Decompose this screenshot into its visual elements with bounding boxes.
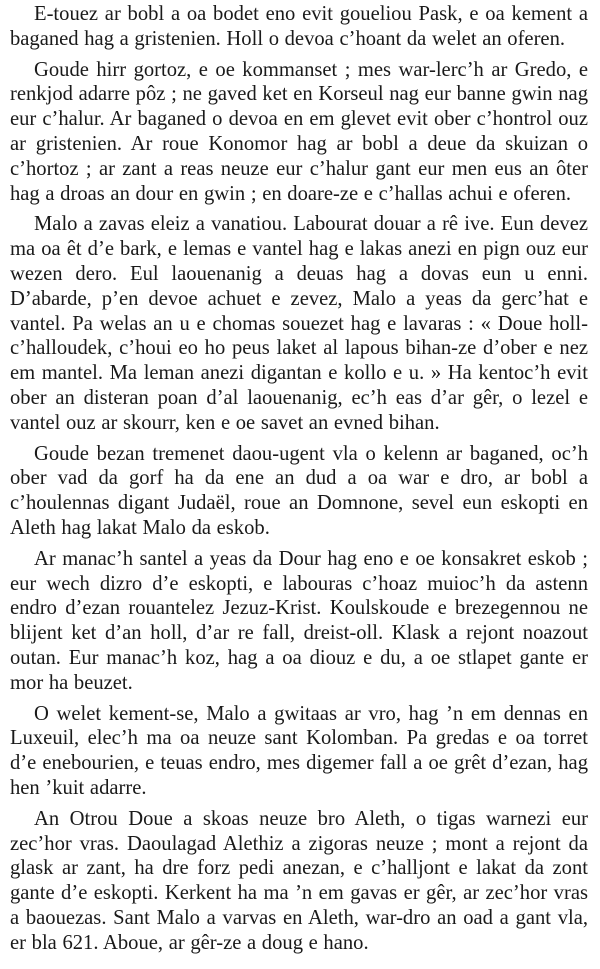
paragraph-4: Goude bezan tremenet daou-ugent vla o kelenn ar baganed, oc’h ober vad da gorf ha da ene an dud a oa war e dro, ar bobl a c’houlennas digant Judaël, roue an Domnone, sevel eun eskopti en Aleth hag lakat Malo da eskob.	[10, 442, 588, 539]
paragraph-5: Ar manac’h santel a yeas da Dour hag eno e oe konsakret eskob ; eur wech dizro d’e eskopti, e labouras c’hoaz muioc’h da astenn endro d’ezan rouantelez Jezuz-Krist. Koulskoude e brezegennou ne blijent ket d’an holl, d’ar re fall, dreist-oll. Klask a rejont noazout outan. Eur manac’h koz, hag a oa diouz e du, a oe stlapet gante er mor ha beuzet.	[10, 547, 588, 694]
document-page	[10, 2, 588, 955]
paragraph-2: Goude hirr gortoz, e oe kommanset ; mes war-lerc’h ar Gredo, e renkjod adarre pôz ; ne gaved ket en Korseul nag eur banne gwin nag eur c’halur. Ar baganed o devoa en em glevet evit ober c’hontrol ouz ar gristenien. Ar roue Konomor hag ar bobl a deue da skuizan o c’hortoz ; ar zant a reas neuze eur c’halur gant eur men eus an ôter hag a droas an dour en gwin ; en doare-ze e c’hallas achui e oferen.	[10, 58, 588, 205]
paragraph-7: An Otrou Doue a skoas neuze bro Aleth, o tigas warnezi eur zec’hor vras. Daoulagad Alethiz a zigoras neuze ; mont a rejont da glask ar zant, ha dre forz pedi anezan, e c’halljont e lakat da zont gante d’e eskopti. Kerkent ha ma ’n em gavas er gêr, ar zec’hor vras a baouezas. Sant Malo a varvas en Aleth, war-dro an oad a gant vla, er bla 621. Aboue, ar gêr-ze a doug e hano.	[10, 807, 588, 954]
paragraph-6: O welet kement-se, Malo a gwitaas ar vro, hag ’n em dennas en Luxeuil, elec’h ma oa neuze sant Kolomban. Pa gredas e oa torret d’e enebourien, e teuas endro, mes digemer fall a oe grêt d’ezan, hag hen ’kuit adarre.	[10, 702, 588, 799]
paragraph-1: E-touez ar bobl a oa bodet eno evit goueliou Pask, e oa kement a baganed hag a gristenien. Holl o devoa c’hoant da welet an oferen.	[10, 3, 588, 50]
paragraph-3: Malo a zavas eleiz a vanatiou. Labourat douar a rê ive. Eun devez ma oa êt d’e bark, e lemas e vantel hag e lakas anezi en pign ouz eur wezen dero. Eul laouenanig a deuas hag a dovas eun u enni. D’abarde, p’en devoe achuet e zevez, Malo a yeas da gerc’hat e vantel. Pa welas an u e chomas souezet hag e lavaras : « Doue holl-c’halloudek, c’houi eo ho peus laket al lapous bihan-ze d’ober e nez em mantel. Ma leman anezi digantan e kollo e u. » Ha kentoc’h evit ober an disteran poan d’al laouenanig, ec’h eas d’ar gêr, o lezel e vantel ouz ar skourr, ken e oe savet an evned bihan.	[10, 213, 588, 434]
